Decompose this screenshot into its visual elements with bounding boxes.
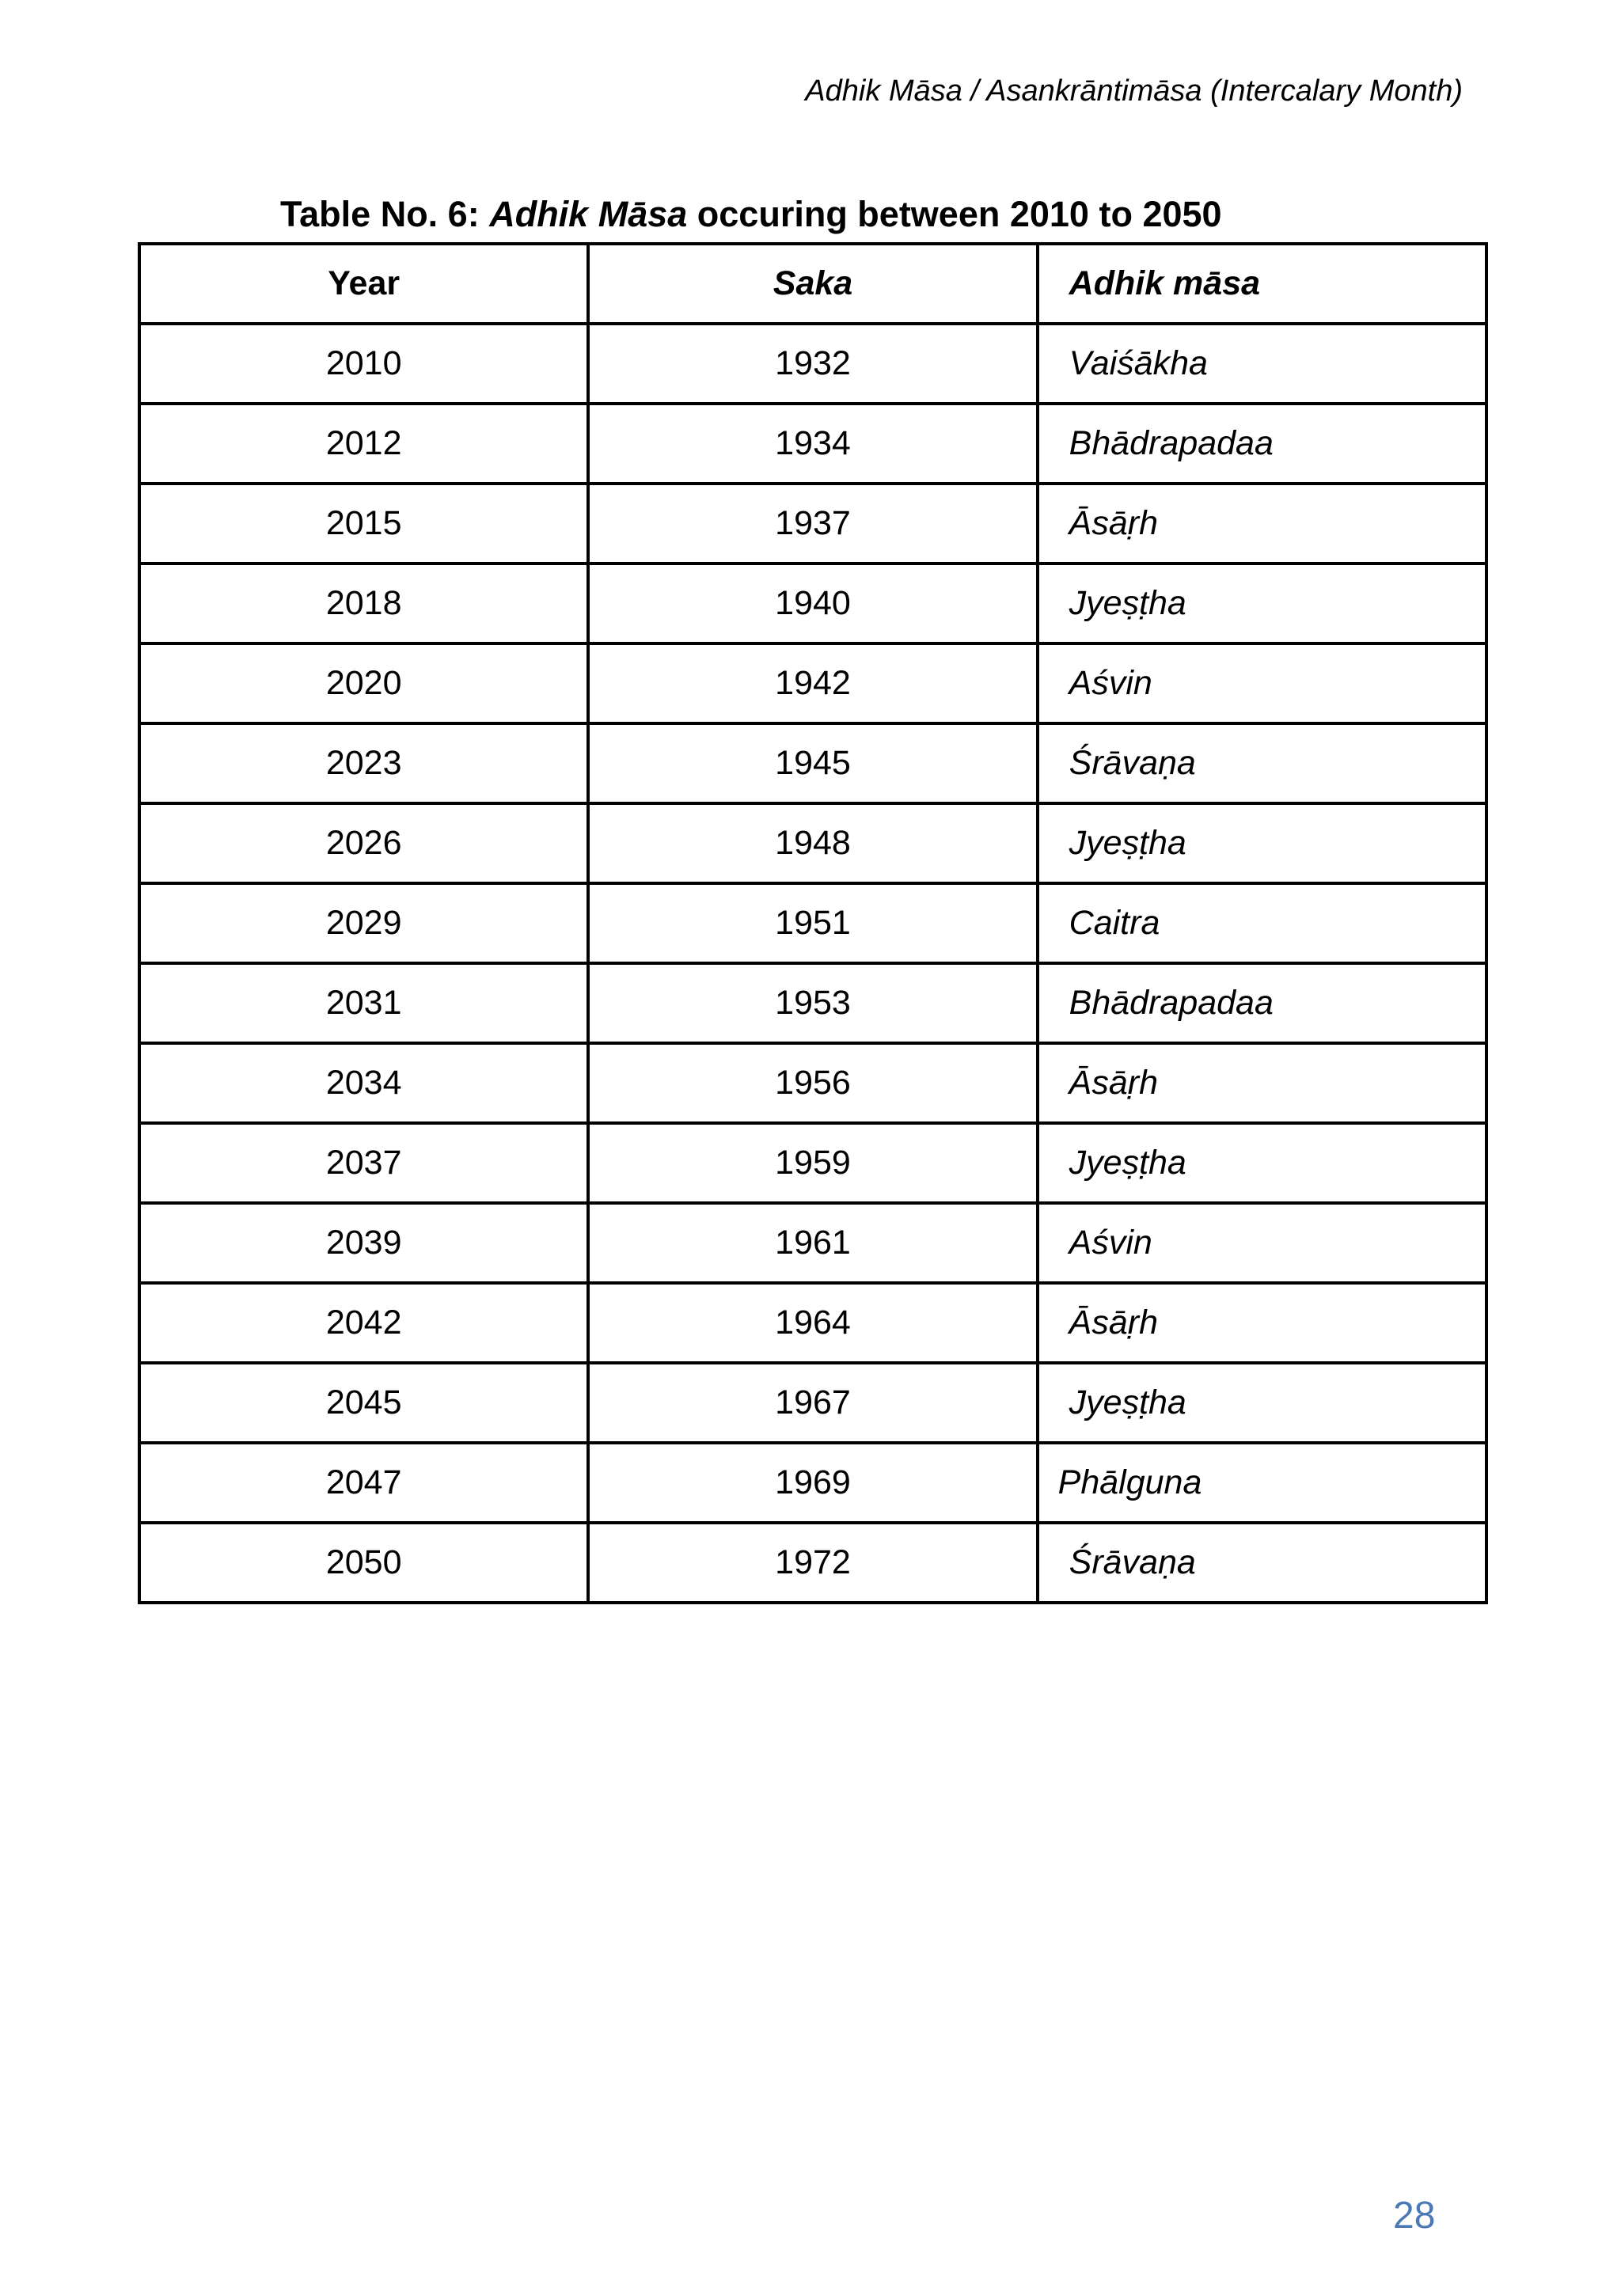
table-header-row — [139, 244, 1486, 324]
cell-saka: 1932 — [588, 324, 1037, 404]
cell-saka: 1940 — [588, 564, 1037, 643]
table-row — [139, 883, 1486, 963]
cell-year: 2045 — [139, 1363, 588, 1443]
cell-masa: Jyeṣṭha — [1038, 1363, 1486, 1443]
cell-year: 2031 — [139, 963, 588, 1043]
cell-year: 2042 — [139, 1283, 588, 1363]
cell-year: 2026 — [139, 803, 588, 883]
header-saka: Saka — [588, 244, 1037, 324]
table-row — [139, 1523, 1486, 1603]
cell-masa: Phālguna — [1038, 1443, 1486, 1523]
table-row — [139, 1283, 1486, 1363]
cell-saka: 1942 — [588, 643, 1037, 723]
cell-year: 2039 — [139, 1203, 588, 1283]
cell-masa: Āsāṛh — [1038, 1043, 1486, 1123]
cell-masa: Jyeṣṭha — [1038, 1123, 1486, 1203]
cell-masa: Aśvin — [1038, 1203, 1486, 1283]
cell-saka: 1961 — [588, 1203, 1037, 1283]
table-row — [139, 324, 1486, 404]
cell-masa: Śrāvaṇa — [1038, 1523, 1486, 1603]
table-row — [139, 1123, 1486, 1203]
table-row — [139, 803, 1486, 883]
cell-masa: Jyeṣṭha — [1038, 564, 1486, 643]
cell-year: 2050 — [139, 1523, 588, 1603]
caption-suffix: occuring between 2010 to 2050 — [687, 194, 1222, 234]
cell-year: 2012 — [139, 404, 588, 484]
cell-year: 2020 — [139, 643, 588, 723]
cell-masa: Bhādrapadaa — [1038, 404, 1486, 484]
adhik-masa-table — [138, 242, 1488, 1604]
caption-emphasis: Adhik Māsa — [489, 194, 688, 234]
table-row — [139, 564, 1486, 643]
table-row — [139, 643, 1486, 723]
table-row — [139, 723, 1486, 803]
cell-masa: Vaiśākha — [1038, 324, 1486, 404]
cell-saka: 1948 — [588, 803, 1037, 883]
table-row — [139, 1203, 1486, 1283]
cell-year: 2029 — [139, 883, 588, 963]
cell-saka: 1934 — [588, 404, 1037, 484]
cell-masa: Caitra — [1038, 883, 1486, 963]
page-number: 28 — [1393, 2195, 1436, 2237]
cell-saka: 1953 — [588, 963, 1037, 1043]
cell-saka: 1937 — [588, 484, 1037, 564]
header-adhik-masa: Adhik māsa — [1038, 244, 1486, 324]
cell-masa: Śrāvaṇa — [1038, 723, 1486, 803]
cell-saka: 1945 — [588, 723, 1037, 803]
header-year: Year — [139, 244, 588, 324]
cell-masa: Āsāṛh — [1038, 1283, 1486, 1363]
cell-masa: Āsāṛh — [1038, 484, 1486, 564]
cell-saka: 1964 — [588, 1283, 1037, 1363]
cell-year: 2015 — [139, 484, 588, 564]
cell-year: 2034 — [139, 1043, 588, 1123]
cell-masa: Jyeṣṭha — [1038, 803, 1486, 883]
running-header: Adhik Māsa / Asankrāntimāsa (Intercalary Month) — [805, 74, 1463, 108]
cell-year: 2018 — [139, 564, 588, 643]
cell-year: 2047 — [139, 1443, 588, 1523]
cell-saka: 1969 — [588, 1443, 1037, 1523]
cell-saka: 1972 — [588, 1523, 1037, 1603]
table-row — [139, 1043, 1486, 1123]
cell-masa: Aśvin — [1038, 643, 1486, 723]
caption-prefix: Table No. 6: — [280, 194, 490, 234]
table-caption — [280, 194, 1222, 235]
cell-saka: 1951 — [588, 883, 1037, 963]
cell-year: 2037 — [139, 1123, 588, 1203]
cell-saka: 1956 — [588, 1043, 1037, 1123]
cell-saka: 1967 — [588, 1363, 1037, 1443]
cell-saka: 1959 — [588, 1123, 1037, 1203]
table-row — [139, 1443, 1486, 1523]
cell-year: 2010 — [139, 324, 588, 404]
table-row — [139, 404, 1486, 484]
table-row — [139, 1363, 1486, 1443]
table-row — [139, 484, 1486, 564]
table-row — [139, 963, 1486, 1043]
cell-masa: Bhādrapadaa — [1038, 963, 1486, 1043]
cell-year: 2023 — [139, 723, 588, 803]
